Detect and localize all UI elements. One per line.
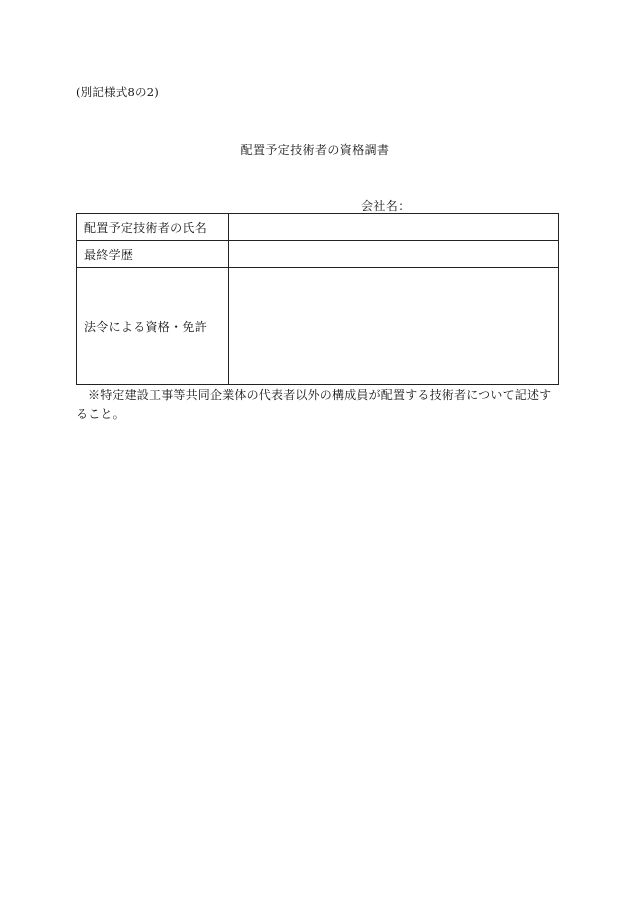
final-education-label: 最終学歴 [77, 241, 229, 268]
document-title: 配置予定技術者の資格調書 [240, 143, 390, 157]
final-education-value [229, 241, 559, 268]
footnote: ※特定建設工事等共同企業体の代表者以外の構成員が配置する技術者について記述すること。 [76, 388, 552, 421]
table-row-licenses [77, 268, 559, 385]
table-row-engineer-name [77, 214, 559, 241]
qualification-table [76, 213, 559, 385]
licenses-label: 法令による資格・免許 [77, 268, 229, 385]
company-name-label: 会社名： [361, 199, 411, 213]
form-reference: (別記様式8の2) [76, 85, 159, 99]
licenses-value [229, 268, 559, 385]
engineer-name-value [229, 214, 559, 241]
table-row-final-education [77, 241, 559, 268]
engineer-name-label: 配置予定技術者の氏名 [77, 214, 229, 241]
